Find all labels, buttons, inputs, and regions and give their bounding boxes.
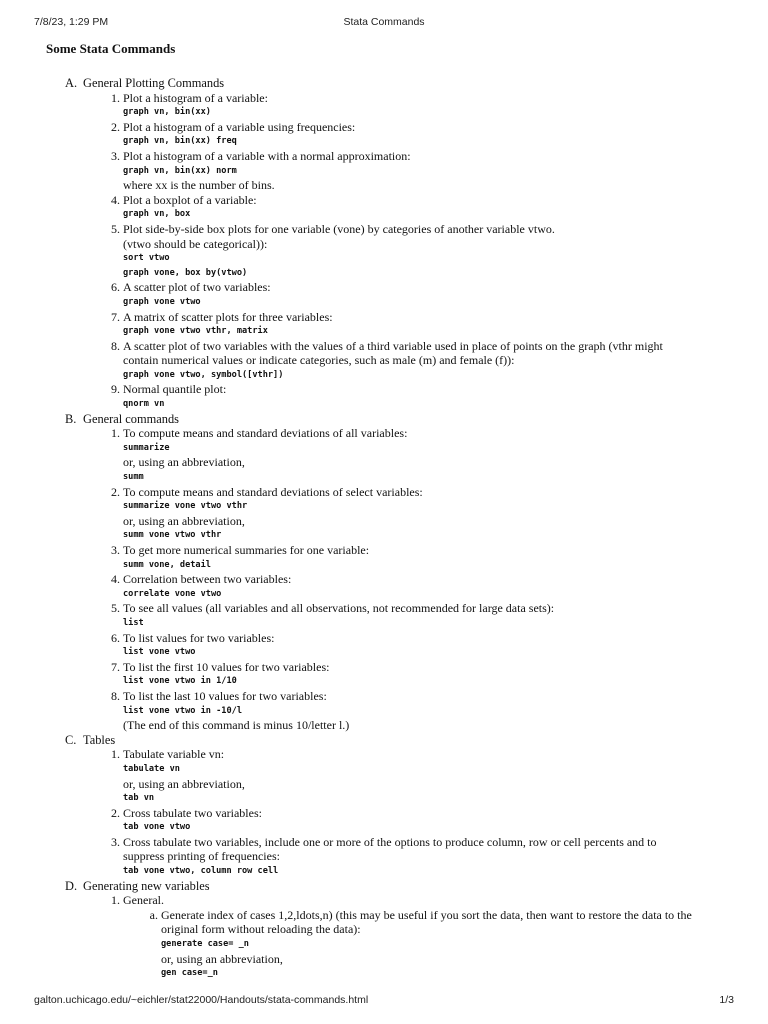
stata-command [0,762,768,777]
line-text: Cross tabulate two variables: [123,805,262,820]
item-number: 8. [111,688,120,703]
line-text: where xx is the number of bins. [123,178,275,193]
line-text: contain numerical values or indicate categories, such as male (m) and female (f)): [123,353,515,368]
item-number: 2. [111,119,120,134]
list-item [0,426,768,441]
list-item [0,601,768,616]
item-number: 6. [111,630,120,645]
item-number: 2. [111,484,120,499]
list-item [0,280,768,295]
section-heading [0,879,768,894]
stata-command [0,397,768,412]
section-letter: A. [65,76,78,90]
stata-command [0,966,768,981]
item-continuation [0,922,768,937]
stata-command [0,105,768,120]
list-item [0,485,768,500]
body-text [0,777,768,792]
line-text: To list values for two variables: [123,630,275,645]
line-text: summ vone, detail [123,559,211,570]
line-text: Plot a histogram of a variable using frequencies: [123,119,356,134]
stata-command [0,864,768,879]
item-continuation [0,849,768,864]
document-title: Some Stata Commands [46,41,176,56]
list-item [0,222,768,237]
line-text: (vtwo should be categorical)): [123,236,268,251]
line-text: tab vone vtwo [123,822,191,833]
list-item [0,91,768,106]
stata-command [0,791,768,806]
line-text: Correlation between two variables: [123,572,292,587]
line-text: list vone vtwo in 1/10 [123,676,237,687]
line-text: Generating new variables [83,878,210,893]
list-item [0,572,768,587]
line-text: To get more numerical summaries for one variable: [123,543,370,557]
stata-command [0,470,768,485]
stata-command [0,558,768,573]
line-text: summarize [123,442,170,453]
line-text: graph vone vtwo vthr, matrix [123,326,268,337]
body-text [0,952,768,967]
line-text: or, using an abbreviation, [123,513,245,528]
print-url: galton.uchicago.edu/~eichler/stat22000/Handouts/stata-commands.html [34,994,369,1006]
line-text: generate case= _n [161,939,249,950]
list-item [0,747,768,762]
line-text: To compute means and standard deviations of select variables: [123,484,423,499]
line-text: graph vone vtwo [123,296,201,307]
list-item [0,689,768,704]
stata-command [0,368,768,383]
item-number: a. [149,907,158,922]
line-text: correlate vone vtwo [123,588,222,599]
line-text: Plot a histogram of a variable: [123,90,268,105]
line-text: General. [123,893,164,908]
line-text: Normal quantile plot: [123,382,227,397]
line-text: Plot a histogram of a variable with a normal approximation: [123,148,411,163]
line-text: A matrix of scatter plots for three variables: [123,309,333,324]
sub-list-item [0,908,768,923]
line-text: Tables [83,732,116,747]
line-text: To see all values (all variables and all observations, not recommended for large data sets): [123,601,555,616]
list-item [0,193,768,208]
line-text: suppress printing of frequencies: [123,849,280,864]
line-text: summarize vone vtwo vthr [123,501,248,512]
item-number: 3. [111,148,120,163]
line-text: or, using an abbreviation, [123,455,245,470]
line-text: qnorm vn [123,399,165,410]
stata-command [0,441,768,456]
line-text: Cross tabulate two variables, include one or more of the options to produce column, row or cell percents and to [123,834,657,849]
line-text: To list the last 10 values for two variables: [123,688,327,703]
list-item [0,339,768,354]
line-text: A scatter plot of two variables: [123,280,271,295]
line-text: sort vtwo [123,253,170,264]
item-continuation [0,353,768,368]
line-text: Plot a boxplot of a variable: [123,192,257,207]
item-number: 1. [111,747,120,762]
item-number: 3. [111,834,120,849]
line-text: summ vone vtwo vthr [123,530,222,541]
line-text: original form without reloading the data): [161,922,361,937]
item-number: 2. [111,805,120,820]
line-text: graph vone, box by(vtwo) [123,267,248,278]
stata-command [0,251,768,266]
line-text: list vone vtwo in -10/l [123,705,242,716]
item-number: 9. [111,382,120,397]
list-item [0,660,768,675]
stata-command [0,266,768,281]
line-text: graph vn, bin(xx) [123,107,211,118]
line-text: gen case=_n [161,968,218,979]
line-text: list [123,617,144,628]
item-number: 1. [111,90,120,105]
print-page-title: Stata Commands [343,16,425,28]
item-number: 7. [111,659,120,674]
body-text [0,455,768,470]
line-text: Generate index of cases 1,2,ldots,n) (this may be useful if you sort the data, then want to restore the data to the [161,907,692,922]
item-number: 8. [111,338,120,353]
line-text: graph vn, bin(xx) norm [123,165,237,176]
line-text: graph vone vtwo, symbol([vthr]) [123,369,284,380]
stata-command [0,207,768,222]
item-number: 5. [111,221,120,236]
line-text: Tabulate variable vn: [123,747,225,762]
document-body [0,76,768,981]
line-text: graph vn, bin(xx) freq [123,136,237,147]
body-text [0,514,768,529]
list-item [0,631,768,646]
line-text: tab vone vtwo, column row cell [123,866,279,877]
section-letter: B. [65,411,77,426]
line-text: A scatter plot of two variables with the values of a third variable used in place of points on the graph (vthr might [123,338,663,353]
section-letter: D. [65,878,78,893]
line-text: tabulate vn [123,763,180,774]
section-letter: C. [65,732,77,747]
item-number: 3. [111,543,120,557]
list-item [0,543,768,558]
list-item [0,149,768,164]
stata-command [0,324,768,339]
stata-command [0,528,768,543]
item-number: 1. [111,893,120,908]
line-text: or, using an abbreviation, [123,776,245,791]
item-number: 1. [111,426,120,441]
line-text: list vone vtwo [123,647,196,658]
line-text: summ [123,472,144,483]
print-date: 7/8/23, 1:29 PM [34,16,109,28]
line-text: graph vn, box [123,209,191,220]
stata-command [0,164,768,179]
list-item [0,835,768,850]
stata-command [0,499,768,514]
line-text: To list the first 10 values for two variables: [123,659,330,674]
list-item [0,310,768,325]
stata-command [0,704,768,719]
stata-command [0,674,768,689]
stata-command [0,820,768,835]
list-item [0,893,768,908]
item-number: 4. [111,572,120,587]
body-text [0,718,768,733]
item-number: 7. [111,309,120,324]
section-heading [0,412,768,427]
line-text: or, using an abbreviation, [161,951,283,966]
stata-command [0,134,768,149]
line-text: General Plotting Commands [83,76,225,90]
line-text: General commands [83,411,179,426]
page-number: 1/3 [719,994,734,1006]
item-number: 5. [111,601,120,616]
line-text: Plot side-by-side box plots for one variable (vone) by categories of another variable vtwo. [123,221,555,236]
stata-command [0,937,768,952]
list-item [0,382,768,397]
stata-command [0,587,768,602]
section-heading [0,76,768,91]
item-number: 6. [111,280,120,295]
stata-command [0,645,768,660]
section-heading [0,733,768,748]
item-continuation [0,237,768,252]
item-number: 4. [111,192,120,207]
body-text [0,178,768,193]
stata-command [0,295,768,310]
line-text: (The end of this command is minus 10/letter l.) [123,718,350,733]
stata-command [0,616,768,631]
line-text: tab vn [123,793,155,804]
line-text: To compute means and standard deviations of all variables: [123,426,408,441]
list-item [0,120,768,135]
list-item [0,806,768,821]
